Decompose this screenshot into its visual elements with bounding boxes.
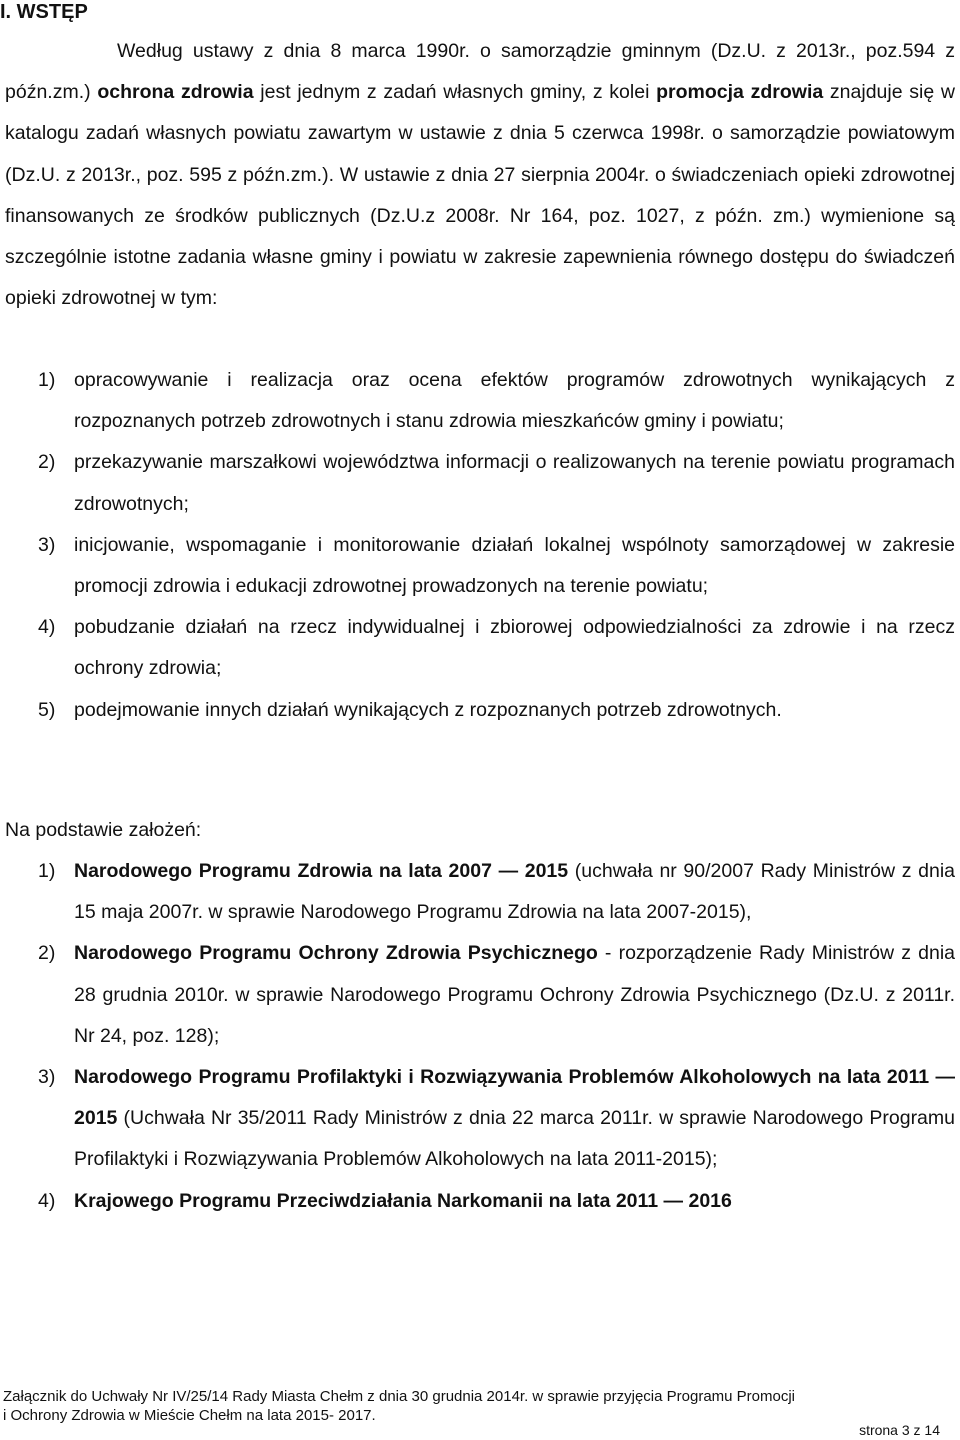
list-item — [5, 933, 955, 1057]
intro-bold-promocja: promocja zdrowia — [656, 81, 824, 104]
footer-line-2: i Ochrony Zdrowia w Mieście Chełm na lata 2015- 2017. — [3, 1407, 376, 1424]
intro-paragraph — [5, 31, 955, 319]
list-item — [5, 360, 955, 442]
list-item — [5, 851, 955, 933]
program-name: Narodowego Programu Profilaktyki i Rozwiązywania Problemów Alkoholowych na lata 2011 — 2015 — [74, 1066, 955, 1130]
footer-line-1: Załącznik do Uchwały Nr IV/25/14 Rady Miasta Chełm z dnia 30 grudnia 2014r. w sprawie przyjęcia Programu Promocji — [3, 1388, 796, 1405]
list-item-number: 4) — [38, 1189, 56, 1212]
footer — [3, 1387, 958, 1425]
list-item-text: pobudzanie działań na rzecz indywidualnej i zbiorowej odpowiedzialności za zdrowie i na rzecz ochrony zdrowia; — [74, 616, 955, 680]
list-item — [5, 442, 955, 524]
list-item-text: podejmowanie innych działań wynikających z rozpoznanych potrzeb zdrowotnych. — [74, 698, 782, 721]
list-item-number: 3) — [38, 1066, 56, 1089]
list-item-number: 1) — [38, 369, 56, 391]
list-item-text: inicjowanie, wspomaganie i monitorowanie działań lokalnej wspólnoty samorządowej w zakresie promocji zdrowia i edukacji zdrowotnej prowadzonych na terenie powiatu; — [74, 533, 955, 598]
list-item-number: 5) — [38, 698, 56, 721]
list-item-number: 3) — [38, 533, 56, 556]
program-details: - rozporządzenie Rady Ministrów z dnia 28 grudnia 2010r. w sprawie Narodowego Programu Ochrony Zdrowia Psychicznego (Dz.U. z 2011r. Nr 24, poz. 128); — [74, 942, 955, 1047]
list-item-number: 2) — [38, 451, 56, 474]
list-item-number: 1) — [38, 860, 56, 882]
section-heading: I. WSTĘP — [0, 1, 88, 23]
list-item — [5, 607, 955, 689]
program-name: Narodowego Programu Zdrowia na lata 2007 — 2015 — [74, 860, 569, 882]
list-item-number: 4) — [38, 616, 56, 639]
program-name: Narodowego Programu Ochrony Zdrowia Psychicznego — [74, 942, 598, 965]
intro-text-c: jest jednym z zadań własnych gminy, z kolei — [253, 81, 657, 104]
intro-text-e: znajduje się w katalogu zadań własnych powiatu zawartym w ustawie z dnia 5 czerwca 1998r. o samorządzie powiatowym (Dz.U. z 2013r., poz. 595 z późn.zm.). W ustawie z dnia 27 sierpnia 2004r. o świadczeniach opieki zdrowotnej finansowanych ze środków publicznych (Dz.U.z 2008r. Nr 164, poz. 1027, z późn. zm.) wymienione są szczególnie istotne zadania własne gminy i powiatu w zakresie zapewnienia równego dostępu do świadczeń opieki zdrowotnej w tym: — [5, 81, 955, 310]
programs-list — [5, 851, 955, 1222]
intro-bold-ochrona: ochrona zdrowia — [97, 81, 254, 104]
list-item — [5, 690, 955, 731]
list-item-text: opracowywanie i realizacja oraz ocena efektów programów zdrowotnych wynikających z rozpoznanych potrzeb zdrowotnych i stanu zdrowia mieszkańców gminy i powiatu; — [74, 369, 955, 433]
program-details: (Uchwała Nr 35/2011 Rady Ministrów z dnia 22 marca 2011r. w sprawie Narodowego Programu Profilaktyki i Rozwiązywania Problemów Alkoholowych na lata 2011-2015); — [74, 1107, 955, 1171]
list-item — [5, 525, 955, 607]
page-number: strona 3 z 14 — [859, 1422, 940, 1438]
intro-text-a: Według ustawy z dnia 8 marca 1990r. o samorządzie gminnym (Dz.U. z 2013r., poz.594 z późn.zm.) — [5, 40, 955, 104]
program-details: (uchwała nr 90/2007 Rady Ministrów z dnia 15 maja 2007r. w sprawie Narodowego Programu Zdrowia na lata 2007-2015), — [74, 860, 955, 924]
list-item — [5, 1057, 955, 1181]
list-item — [5, 1181, 955, 1222]
list-item-text: przekazywanie marszałkowi województwa informacji o realizowanych na terenie powiatu programach zdrowotnych; — [74, 451, 955, 515]
na-podstawie-label: Na podstawie założeń: — [5, 819, 202, 841]
tasks-list — [5, 360, 955, 731]
program-name: Krajowego Programu Przeciwdziałania Narkomanii na lata 2011 — 2016 — [74, 1189, 732, 1212]
list-item-number: 2) — [38, 942, 56, 965]
